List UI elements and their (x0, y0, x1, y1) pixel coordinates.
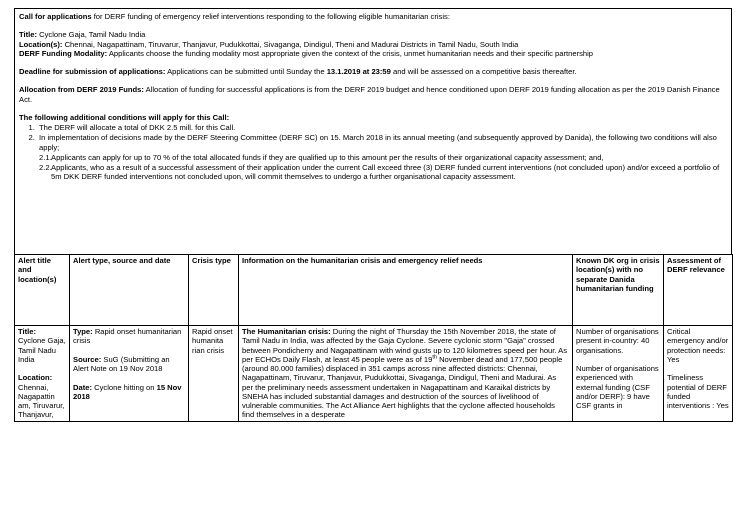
call-intro (19, 12, 727, 21)
row-info-part2: November dead and 177,500 people (around 80.000 families) displaced in 351 camps across nine affected districts: Chennai, Nagapattinam, Tiruvarur, Thanjavur, Pudukkottai, Sivaganga, Dindigul, Theni and Madurai. As per the preliminary needs assessment undertaken in Nagapattinam and Karaikal districts by SNEHA has included substantial damages and destruction of the sources of livelihood of vulnerable communities. The Act Alliance Aert highlights that the cyclone affected households find themselves in a desperate (242, 354, 563, 420)
row-title-label: Title: (18, 327, 37, 336)
table-row (15, 326, 733, 422)
alert-table (14, 254, 733, 422)
modality-value: Applicants choose the funding modality most appropriate given the context of the crisis, unmet humanitarian needs and their specific partnership (107, 48, 594, 58)
conditions-list (19, 123, 727, 182)
row-relevance-2: Timeliness potential of DERF funded interventions : Yes (667, 373, 729, 410)
cell-derf-relevance (664, 326, 733, 422)
cell-alert-title (15, 326, 70, 422)
call-details-box (14, 8, 732, 255)
deadline-post: and will be assessed on a competitive basis thereafter. (390, 67, 577, 76)
cell-dk-org (573, 326, 664, 422)
header-derf-relevance: Assessment of DERF relevance (664, 255, 733, 326)
condition-item-2 (37, 133, 727, 181)
conditions-heading: The following additional conditions will apply for this Call: (19, 112, 230, 122)
modality-label: DERF Funding Modality: (19, 48, 108, 58)
title-value: Cyclone Gaja, Tamil Nadu India (37, 30, 146, 40)
row-type-value: Rapid onset humanitarian crisis (73, 327, 182, 346)
cell-alert-type (70, 326, 189, 422)
row-location-value: Chennai, Nagapattin am, Tiruvarur, Thanjavur, (18, 382, 65, 420)
condition-item-2-text: In implementation of decisions made by the DERF Steering Committee (DERF SC) on 15. March 2018 in its annual meeting (and subsequently approved by Danida), the following two conditions will also apply; (39, 133, 717, 152)
table-header-row (15, 255, 733, 326)
row-info-label: The Humanitarian crisis: (242, 327, 331, 336)
deadline-label: Deadline for submission of applications: (19, 67, 166, 76)
header-crisis-info: Information on the humanitarian crisis and emergency relief needs (239, 255, 573, 326)
locations-line (19, 40, 727, 49)
locations-value: Chennai, Nagapattinam, Tiruvarur, Thanjavur, Pudukkottai, Sivaganga, Dindigul, Theni and Madurai Districts in Tamil Nadu, South India (62, 39, 519, 49)
row-date-pre: Cyclone hitting on (92, 382, 157, 392)
row-location-label: Location: (18, 373, 53, 383)
row-date-value: 15 Nov 2018 (73, 382, 182, 401)
title-line (19, 30, 727, 39)
locations-label: Location(s): (19, 39, 63, 49)
row-source-value: SuG (Submitting an Alert Note on 19 Nov 2018 (73, 354, 170, 373)
header-crisis-type: Crisis type (189, 255, 239, 326)
call-lead: Call for applications (19, 12, 92, 21)
condition-sub-item-1: 2.1. Applicants can apply for up to 70 % of the total allocated funds if they are qualified up to this amount per the results of their organizational capacity assessment; and, (39, 152, 604, 162)
allocation-line (19, 85, 727, 104)
row-date-label: Date: (73, 382, 92, 392)
deadline-pre: Applications can be submitted until Sunday the (165, 67, 327, 76)
header-alert-type: Alert type, source and date (70, 255, 189, 326)
condition-item-1: 1. The DERF will allocate a total of DKK 2.5 mill. for this Call. (37, 123, 727, 132)
header-dk-org: Known DK org in crisis location(s) with no separate Danida humanitarian funding (573, 255, 664, 326)
condition-sub-item-2: 2.2. Applicants, who as a result of a successful assessment of their application under the current Call exceed three (3) DERF funded current interventions (not concluded upon) and/or exceed a portfolio of 5m DKK DERF funded interventions not concluded upon, will commit themselves to undergo a further organisational capacity assessment. (39, 163, 720, 182)
row-info-part1: During the night of Thursday the 15th November 2018, the state of Tamil Nadu in India, was affected by the Gaja Cyclone. Severe cyclonic storm "Gaja" crossed between Pondicherry and Nagapattinam with wind gusts up to 120 kilometres speed per hour. As per ECHOs Daily Flash, at least 45 people were as of 19 (242, 327, 568, 364)
deadline-line (19, 67, 727, 76)
deadline-date: 13.1.2019 at 23:59 (326, 67, 391, 76)
row-dk-org-2: Number of organisations experienced with external funding (CSF and/or DERF): 9 have CSF grants in (576, 364, 659, 410)
cell-crisis-type (189, 326, 239, 422)
title-label: Title: (19, 30, 38, 40)
condition-sublist (39, 153, 727, 182)
header-alert-title: Alert title and location(s) (15, 255, 70, 326)
cell-crisis-info (239, 326, 573, 422)
allocation-text: Allocation of funding for successful applications is from the DERF 2019 budget and hence conditioned upon DERF 2019 funding allocation as per the 2019 Danish Finance Act. (19, 85, 720, 104)
call-text: for DERF funding of emergency relief interventions responding to the following eligible humanitarian crisis: (91, 12, 450, 21)
document-page (14, 8, 732, 422)
row-source-label: Source: (73, 354, 102, 364)
row-info-sup: th (432, 354, 437, 361)
row-relevance-1: Critical emergency and/or protection needs: Yes (667, 327, 729, 364)
allocation-label: Allocation from DERF 2019 Funds: (19, 85, 144, 95)
modality-line (19, 49, 727, 58)
row-title-value: Cyclone Gaja, Tamil Nadu India (18, 336, 66, 364)
row-dk-org-1: Number of organisations present in-country: 40 organisations. (576, 327, 659, 355)
row-type-label: Type: (73, 327, 93, 336)
row-crisis-type: Rapid onset humanita rian crisis (192, 327, 233, 355)
